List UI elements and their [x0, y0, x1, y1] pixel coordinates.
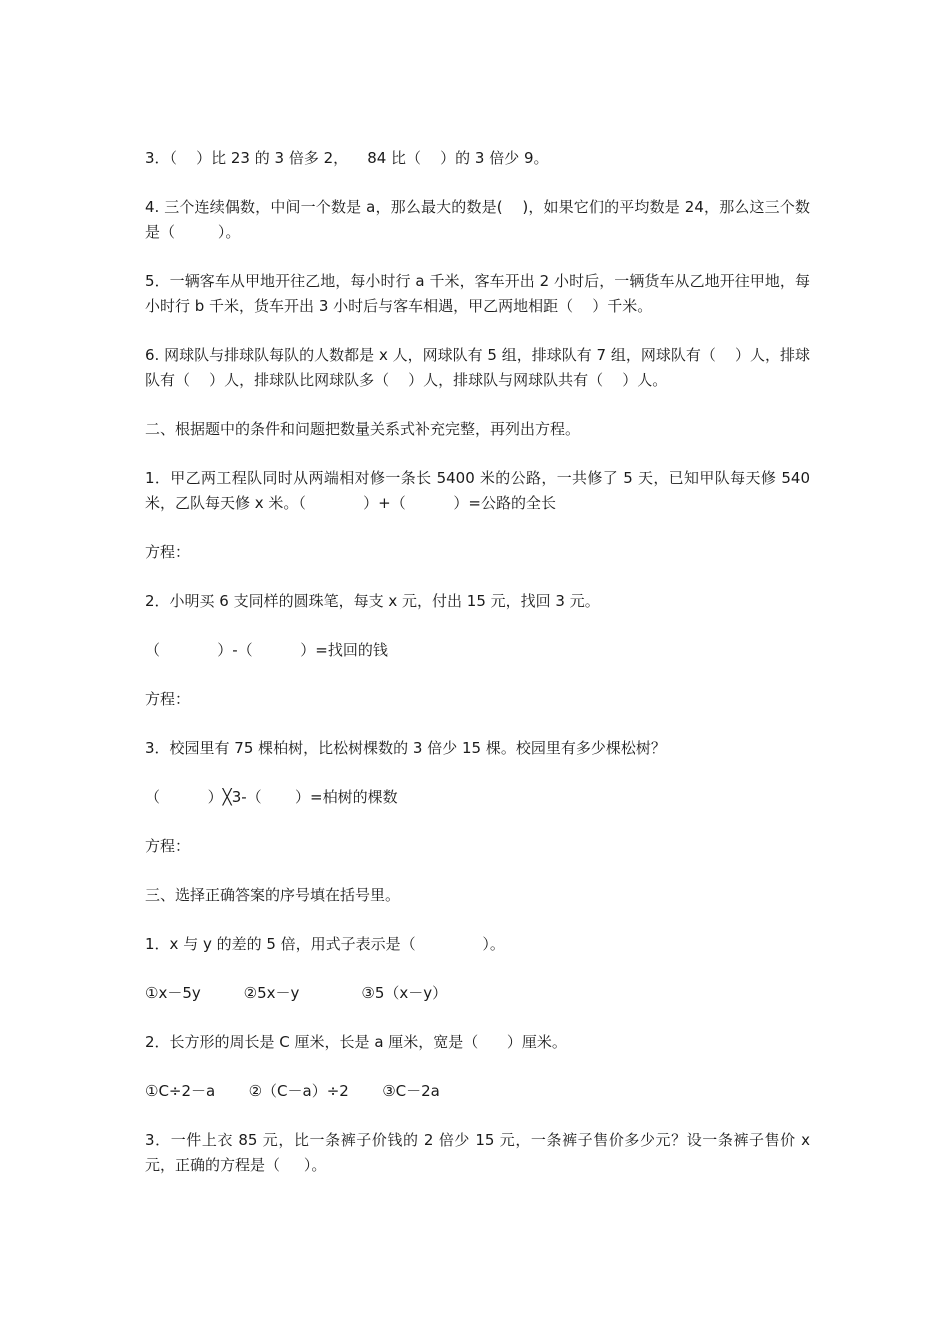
s2-q3-trees: 3．校园里有 75 棵柏树，比松树棵数的 3 倍少 15 棵。校园里有多少棵松树？: [145, 739, 666, 757]
s3-q2-rectangle: 2．长方形的周长是 C 厘米，长是 a 厘米，宽是（ ）厘米。: [145, 1033, 567, 1051]
q4-consecutive-even: 4. 三个连续偶数，中间一个数是 a，那么最大的数是( )，如果它们的平均数是 24，那么这三个数是（ ）。: [145, 198, 810, 241]
s3-q3-jacket: 3．一件上衣 85 元，比一条裤子价钱的 2 倍少 15 元，一条裤子售价多少元？设一条裤子售价 x 元，正确的方程是（ ）。: [145, 1131, 815, 1174]
document-body: [145, 146, 815, 1202]
q6-tennis-volleyball: 6. 网球队与排球队每队的人数都是 x 人，网球队有 5 组，排球队有 7 组，网球队有（ ）人，排球队有（ ）人，排球队比网球队多（ ）人，排球队与网球队共有（ ）人。: [145, 346, 810, 389]
section-3-heading: 三、选择正确答案的序号填在括号里。: [145, 886, 401, 904]
s2-q2-relation: （ ）-（ ）=找回的钱: [145, 641, 388, 659]
s2-q3-equation-label: 方程：: [145, 837, 191, 855]
s2-q2-pens: 2．小明买 6 支同样的圆珠笔，每支 x 元，付出 15 元，找回 3 元。: [145, 592, 600, 610]
section-2-heading: 二、根据题中的条件和问题把数量关系式补充完整，再列出方程。: [145, 420, 581, 438]
q5-bus-truck: 5．一辆客车从甲地开往乙地，每小时行 a 千米，客车开出 2 小时后，一辆货车从乙地开往甲地，每小时行 b 千米，货车开出 3 小时后与客车相遇，甲乙两地相距（ ）千米。: [145, 272, 810, 315]
s3-q1-difference: 1．x 与 y 的差的 5 倍，用式子表示是（ ）。: [145, 935, 505, 953]
s3-q1-options: ①x－5y ②5x－y ③5（x－y）: [145, 984, 448, 1002]
s2-q3-relation: （ ）╳3-（ ）=柏树的棵数: [145, 788, 398, 806]
s3-q2-options: ①C÷2－a ②（C－a）÷2 ③C－2a: [145, 1082, 440, 1100]
s2-q1-road: 1．甲乙两工程队同时从两端相对修一条长 5400 米的公路，一共修了 5 天，已知甲队每天修 540 米，乙队每天修 x 米。（ ）+（ ）=公路的全长: [145, 469, 815, 512]
s2-q2-equation-label: 方程：: [145, 690, 191, 708]
q3-blank-numbers: 3．（ ）比 23 的 3 倍多 2， 84 比（ ）的 3 倍少 9。: [145, 149, 549, 167]
s2-q1-equation-label: 方程：: [145, 543, 191, 561]
